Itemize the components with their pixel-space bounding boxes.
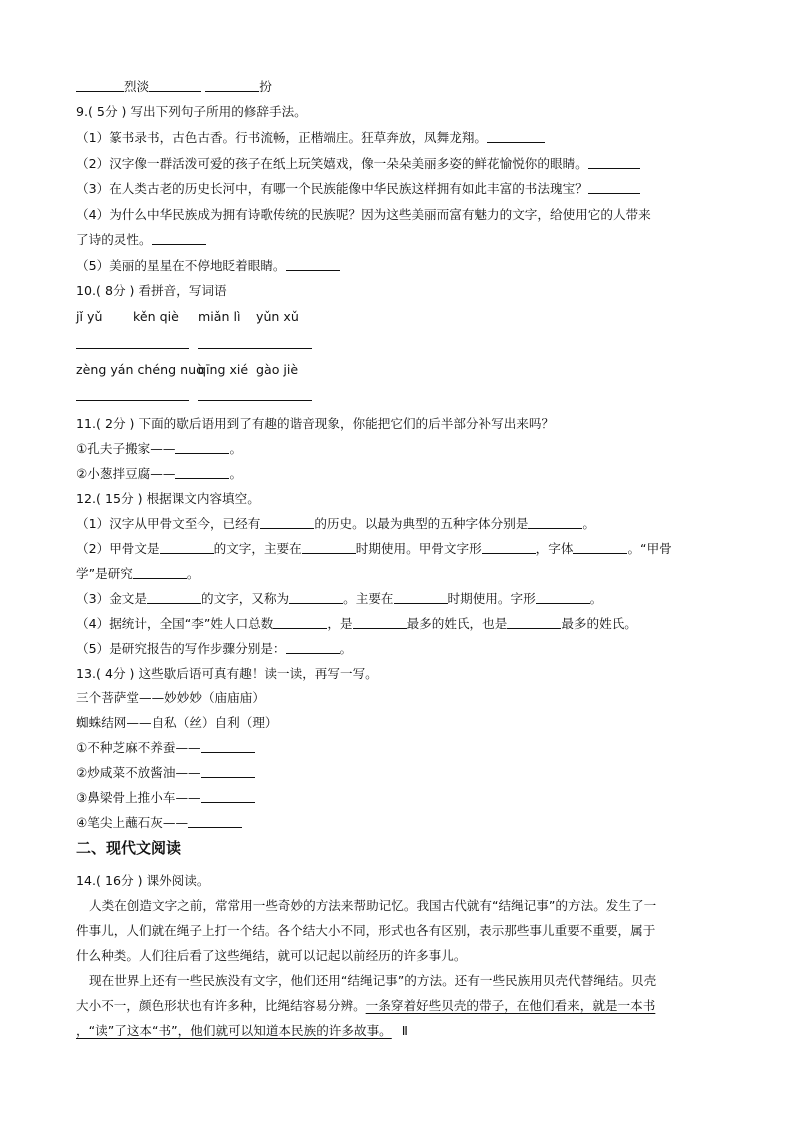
blank[interactable]	[160, 541, 214, 554]
q13-item-2: ②炒咸菜不放酱油——	[76, 765, 255, 781]
blank[interactable]	[573, 541, 627, 554]
passage-line: 什么种类。人们往后看了这些绳结，就可以记起以前经历的许多事儿。	[76, 948, 467, 963]
passage-line: 现在世界上还有一些民族没有文字，他们还用“结绳记事”的方法。还有一些民族用贝壳代替绳结。贝壳	[89, 973, 657, 988]
pinyin: zèng yán chéng nuò	[76, 362, 204, 377]
q11-heading: 11.( 2分 ) 下面的歇后语用到了有趣的谐音现象，你能把它们的后半部分补写出来吗？	[76, 416, 555, 431]
blank[interactable]	[205, 79, 259, 92]
word-writing-box[interactable]	[76, 348, 189, 349]
q12-item-3: （3）金文是 的文字，又称为 。主要在 时期使用。字形 。	[76, 591, 603, 606]
q12-heading: 12.( 15分 ) 根据课文内容填空。	[76, 491, 260, 506]
blank[interactable]	[353, 616, 407, 629]
q13-item-4: ④笔尖上蘸石灰——	[76, 815, 242, 831]
q13-item-3: ③鼻梁骨上推小车——	[76, 790, 255, 806]
pinyin: yǔn xǔ	[256, 309, 299, 324]
section-heading: 二、现代文阅读	[76, 839, 182, 857]
blank[interactable]	[286, 641, 340, 654]
answer-line-top: 烈淡 扮	[76, 79, 272, 95]
blank[interactable]	[528, 516, 582, 529]
q9-item-1: （1）篆书录书，古色古香。行书流畅，正楷端庄。狂草奔放，凤舞龙翔。	[76, 130, 545, 146]
passage-line: 件事儿，人们就在绳子上打一个结。各个结大小不同，形式也各有区别，表示那些事儿重要不重要，属于	[76, 923, 656, 938]
q11-item-1: ①孔夫子搬家—— 。	[76, 441, 243, 456]
blank[interactable]	[76, 79, 124, 92]
pinyin: miǎn lì	[198, 309, 241, 324]
q12-item-5: （5）是研究报告的写作步骤分别是： 。	[76, 641, 353, 656]
word-writing-box[interactable]	[76, 400, 189, 401]
q13-example-2: 蜘蛛结网——自私（丝）自利（理）	[76, 715, 278, 730]
blank[interactable]	[286, 258, 340, 271]
q9-item-4b: 了诗的灵性。	[76, 232, 206, 248]
q9-item-4a: （4）为什么中华民族成为拥有诗歌传统的民族呢？因为这些美丽而富有魅力的文字，给使用它的人带来	[76, 207, 651, 222]
q12-item-2: （2）甲骨文是 的文字，主要在 时期使用。甲骨文字形 ，字体 。“甲骨	[76, 541, 672, 556]
passage-line: 大小不一，颜色形状也有许多种，比绳结容易分辨。一条穿着好些贝壳的带子，在他们看来，就是一本书	[76, 998, 656, 1013]
pinyin: gào jiè	[256, 362, 299, 377]
blank[interactable]	[302, 541, 356, 554]
blank[interactable]	[201, 740, 255, 753]
pinyin: qīng xié	[198, 362, 249, 377]
blank[interactable]	[133, 566, 187, 579]
blank[interactable]	[482, 541, 536, 554]
blank[interactable]	[175, 441, 229, 454]
underlined-sentence: 一条穿着好些贝壳的带子，在他们看来，就是一本书	[365, 998, 656, 1013]
pinyin: jǐ yǔ	[76, 309, 103, 324]
blank[interactable]	[588, 181, 640, 194]
blank[interactable]	[289, 591, 343, 604]
blank[interactable]	[487, 130, 545, 143]
blank[interactable]	[201, 790, 255, 803]
blank[interactable]	[588, 156, 640, 169]
passage-line	[76, 1023, 408, 1039]
q12-item-2b: 学”是研究 。	[76, 566, 200, 581]
paragraph-mark: Ⅱ	[401, 1023, 408, 1038]
word-writing-box[interactable]	[198, 400, 312, 401]
q11-item-2: ②小葱拌豆腐—— 。	[76, 466, 243, 481]
blank[interactable]	[149, 79, 201, 92]
q12-item-4: （4）据统计，全国“李”姓人口总数 ，是 最多的姓氏，也是 最多的姓氏。	[76, 616, 637, 631]
blank[interactable]	[175, 466, 229, 479]
q9-item-3: （3）在人类古老的历史长河中，有哪一个民族能像中华民族这样拥有如此丰富的书法瑰宝？	[76, 181, 640, 197]
blank[interactable]	[536, 591, 590, 604]
q13-heading: 13.( 4分 ) 这些歇后语可真有趣！读一读，再写一写。	[76, 666, 378, 681]
q13-example-1: 三个菩萨堂——妙妙妙（庙庙庙）	[76, 690, 265, 705]
q9-heading: 9.( 5分 ) 写出下列句子所用的修辞手法。	[76, 104, 307, 119]
q9-item-2: （2）汉字像一群活泼可爱的孩子在纸上玩笑嬉戏，像一朵朵美丽多姿的鲜花愉悦你的眼睛。	[76, 156, 640, 172]
blank[interactable]	[152, 232, 206, 245]
pinyin: kěn qiè	[133, 309, 179, 324]
q13-item-1: ①不种芝麻不养蚕——	[76, 740, 255, 756]
word-writing-box[interactable]	[198, 348, 312, 349]
blank[interactable]	[201, 765, 255, 778]
underlined-sentence: ，“读”了这本“书”，他们就可以知道本民族的许多故事。	[76, 1023, 392, 1038]
q9-item-5: （5）美丽的星星在不停地眨着眼睛。	[76, 258, 340, 274]
blank[interactable]	[188, 815, 242, 828]
blank[interactable]	[507, 616, 561, 629]
q12-item-1: （1）汉字从甲骨文至今，已经有 的历史。以最为典型的五种字体分别是 。	[76, 516, 596, 531]
q10-heading: 10.( 8分 ) 看拼音，写词语	[76, 283, 227, 298]
q14-heading: 14.( 16分 ) 课外阅读。	[76, 873, 210, 888]
blank[interactable]	[260, 516, 314, 529]
blank[interactable]	[394, 591, 448, 604]
blank[interactable]	[273, 616, 327, 629]
blank[interactable]	[147, 591, 201, 604]
passage-line: 人类在创造文字之前，常常用一些奇妙的方法来帮助记忆。我国古代就有“结绳记事”的方法。发生了一	[89, 898, 657, 913]
